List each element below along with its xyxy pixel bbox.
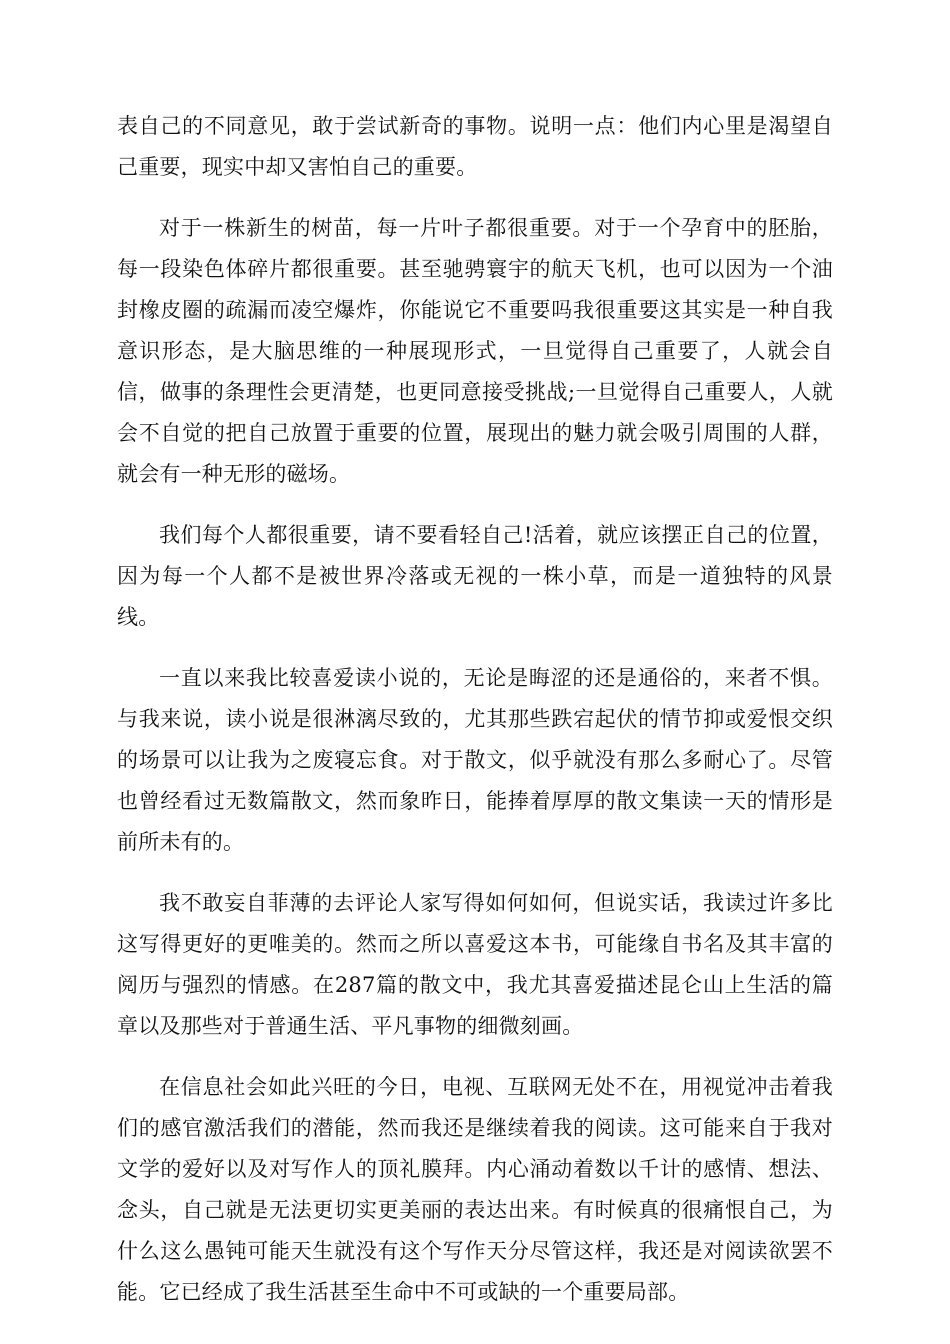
paragraph-continuation: 表自己的不同意见，敢于尝试新奇的事物。说明一点：他们内心里是渴望自己重要，现实中却又害怕自己的重要。 (117, 114, 833, 179)
paragraph-everyone-important: 我们每个人都很重要，请不要看轻自己!活着，就应该摆正自己的位置，因为每一个人都不是被世界冷落或无视的一株小草，而是一道独特的风景线。 (117, 523, 833, 629)
document-body (117, 106, 833, 1313)
paragraph-reading-novels: 一直以来我比较喜爱读小说的，无论是晦涩的还是通俗的，来者不惧。与我来说，读小说是很淋漓尽致的，尤其那些跌宕起伏的情节抑或爱恨交织的场景可以让我为之废寝忘食。对于散文，似乎就没有那么多耐心了。尽管也曾经看过无数篇散文，然而象昨日，能捧着厚厚的散文集读一天的情形是前所未有的。 (117, 666, 833, 854)
paragraph-information-society: 在信息社会如此兴旺的今日，电视、互联网无处不在，用视觉冲击着我们的感官激活我们的潜能，然而我还是继续着我的阅读。这可能来自于我对文学的爱好以及对写作人的顶礼膜拜。内心涌动着数以千计的感情、想法、念头，自己就是无法更切实更美丽的表达出来。有时候真的很痛恨自己，为什么这么愚钝可能天生就没有这个写作天分尽管这样，我还是对阅读欲罢不能。它已经成了我生活甚至生命中不可或缺的一个重要局部。 (117, 1075, 833, 1304)
paragraph-book-review: 我不敢妄自菲薄的去评论人家写得如何如何，但说实话，我读过许多比这写得更好的更唯美的。然而之所以喜爱这本书，可能缘自书名及其丰富的阅历与强烈的情感。在287篇的散文中，我尤其喜爱描述昆仑山上生活的篇章以及那些对于普通生活、平凡事物的细微刻画。 (117, 891, 833, 1038)
paragraph-sapling-importance: 对于一株新生的树苗，每一片叶子都很重要。对于一个孕育中的胚胎，每一段染色体碎片都很重要。甚至驰骋寰宇的航天飞机，也可以因为一个油封橡皮圈的疏漏而凌空爆炸，你能说它不重要吗我很重要这其实是一种自我意识形态，是大脑思维的一种展现形式，一旦觉得自己重要了，人就会自信，做事的条理性会更清楚，也更同意接受挑战;一旦觉得自己重要人，人就会不自觉的把自己放置于重要的位置，展现出的魅力就会吸引周围的人群，就会有一种无形的磁场。 (117, 216, 833, 486)
